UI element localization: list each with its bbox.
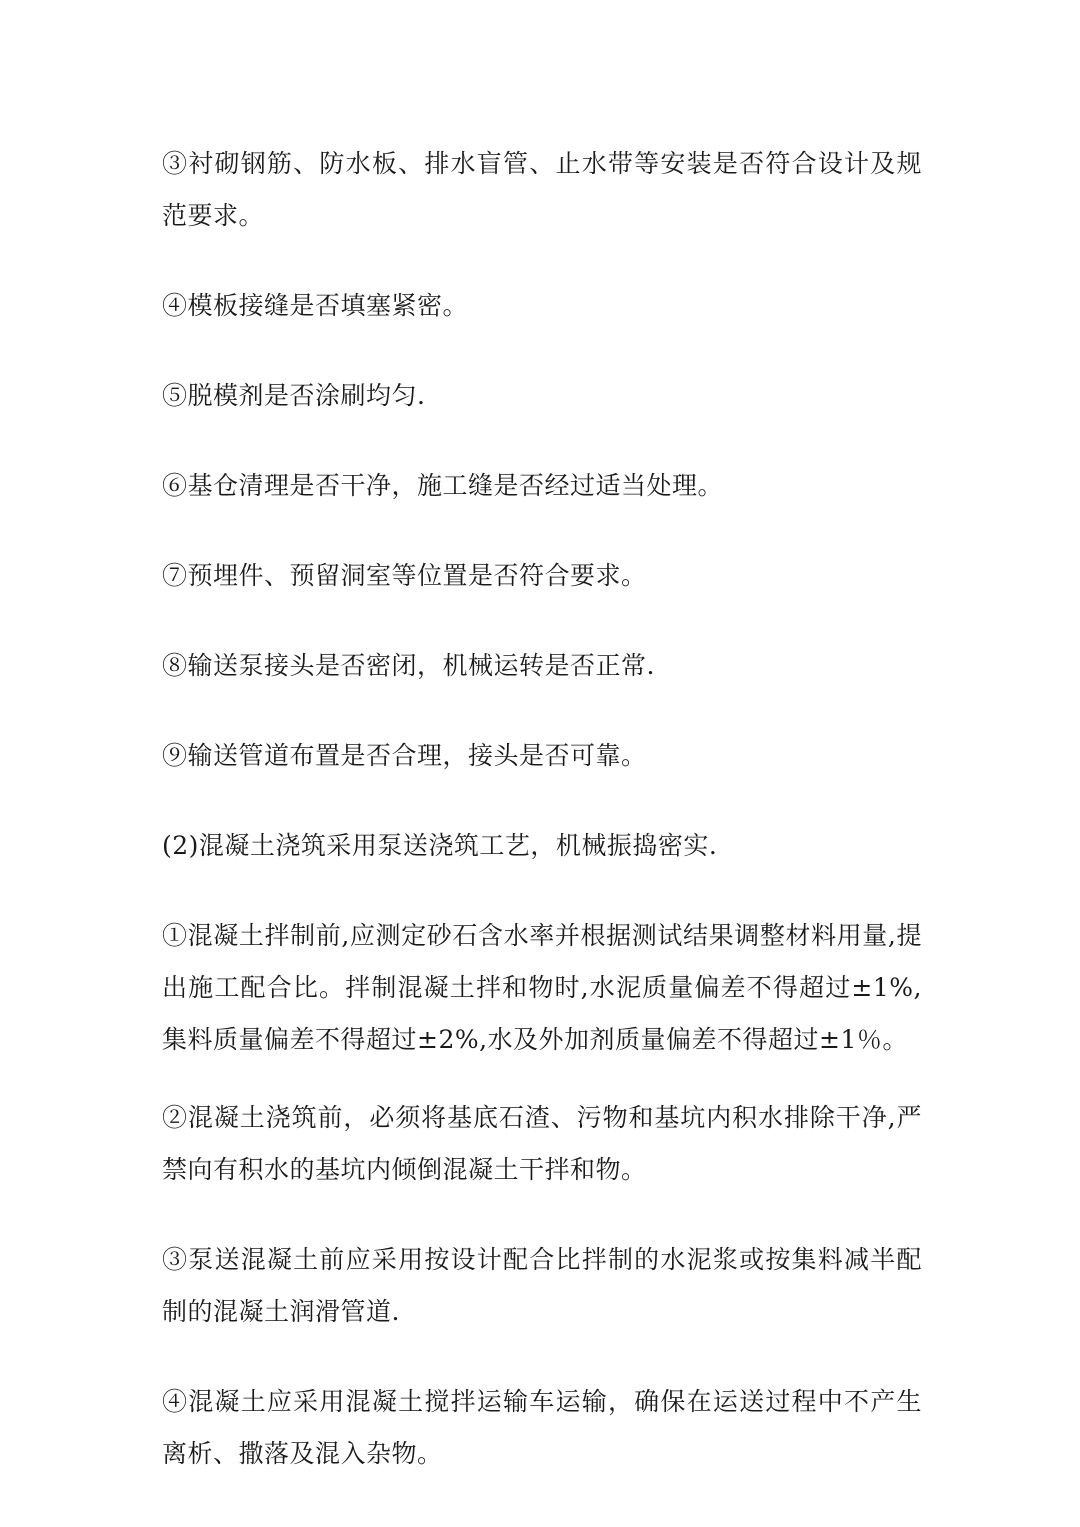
- paragraph-pipeline-layout: ⑨输送管道布置是否合理，接头是否可靠。: [162, 741, 647, 770]
- paragraph-formwork-joints: ④模板接缝是否填塞紧密。: [162, 291, 469, 320]
- paragraph-transport: ④混凝土应采用混凝土搅拌运输车运输，确保在运送过程中不产生离析、撒落及混入杂物。: [162, 1387, 922, 1468]
- paragraph-mixing-tolerance: ①混凝土拌制前,应测定砂石含水率并根据测试结果调整材料用量,提出施工配合比。拌制混凝土拌和物时,水泥质量偏差不得超过±1%,集料质量偏差不得超过±2%,水及外加剂质量偏差不得超过±1％。: [162, 921, 922, 1054]
- paragraph-lining-installation: ③衬砌钢筋、防水板、排水盲管、止水带等安装是否符合设计及规范要求。: [162, 149, 922, 230]
- document-body: [162, 138, 922, 1518]
- paragraph-release-agent: ⑤脱模剂是否涂刷均匀.: [162, 381, 426, 410]
- paragraph-pre-pour-cleaning: ②混凝土浇筑前，必须将基底石渣、污物和基坑内积水排除干净,严禁向有积水的基坑内倾倒混凝土干拌和物。: [162, 1103, 922, 1184]
- paragraph-base-cleaning: ⑥基仓清理是否干净，施工缝是否经过适当处理。: [162, 471, 724, 500]
- paragraph-pump-joints: ⑧输送泵接头是否密闭，机械运转是否正常.: [162, 651, 655, 680]
- paragraph-embedded-parts: ⑦预埋件、预留洞室等位置是否符合要求。: [162, 561, 647, 590]
- section-heading-pumping: (2)混凝土浇筑采用泵送浇筑工艺，机械振捣密实.: [162, 831, 718, 860]
- paragraph-pipe-lubrication: ③泵送混凝土前应采用按设计配合比拌制的水泥浆或按集料减半配制的混凝土润滑管道.: [162, 1245, 922, 1326]
